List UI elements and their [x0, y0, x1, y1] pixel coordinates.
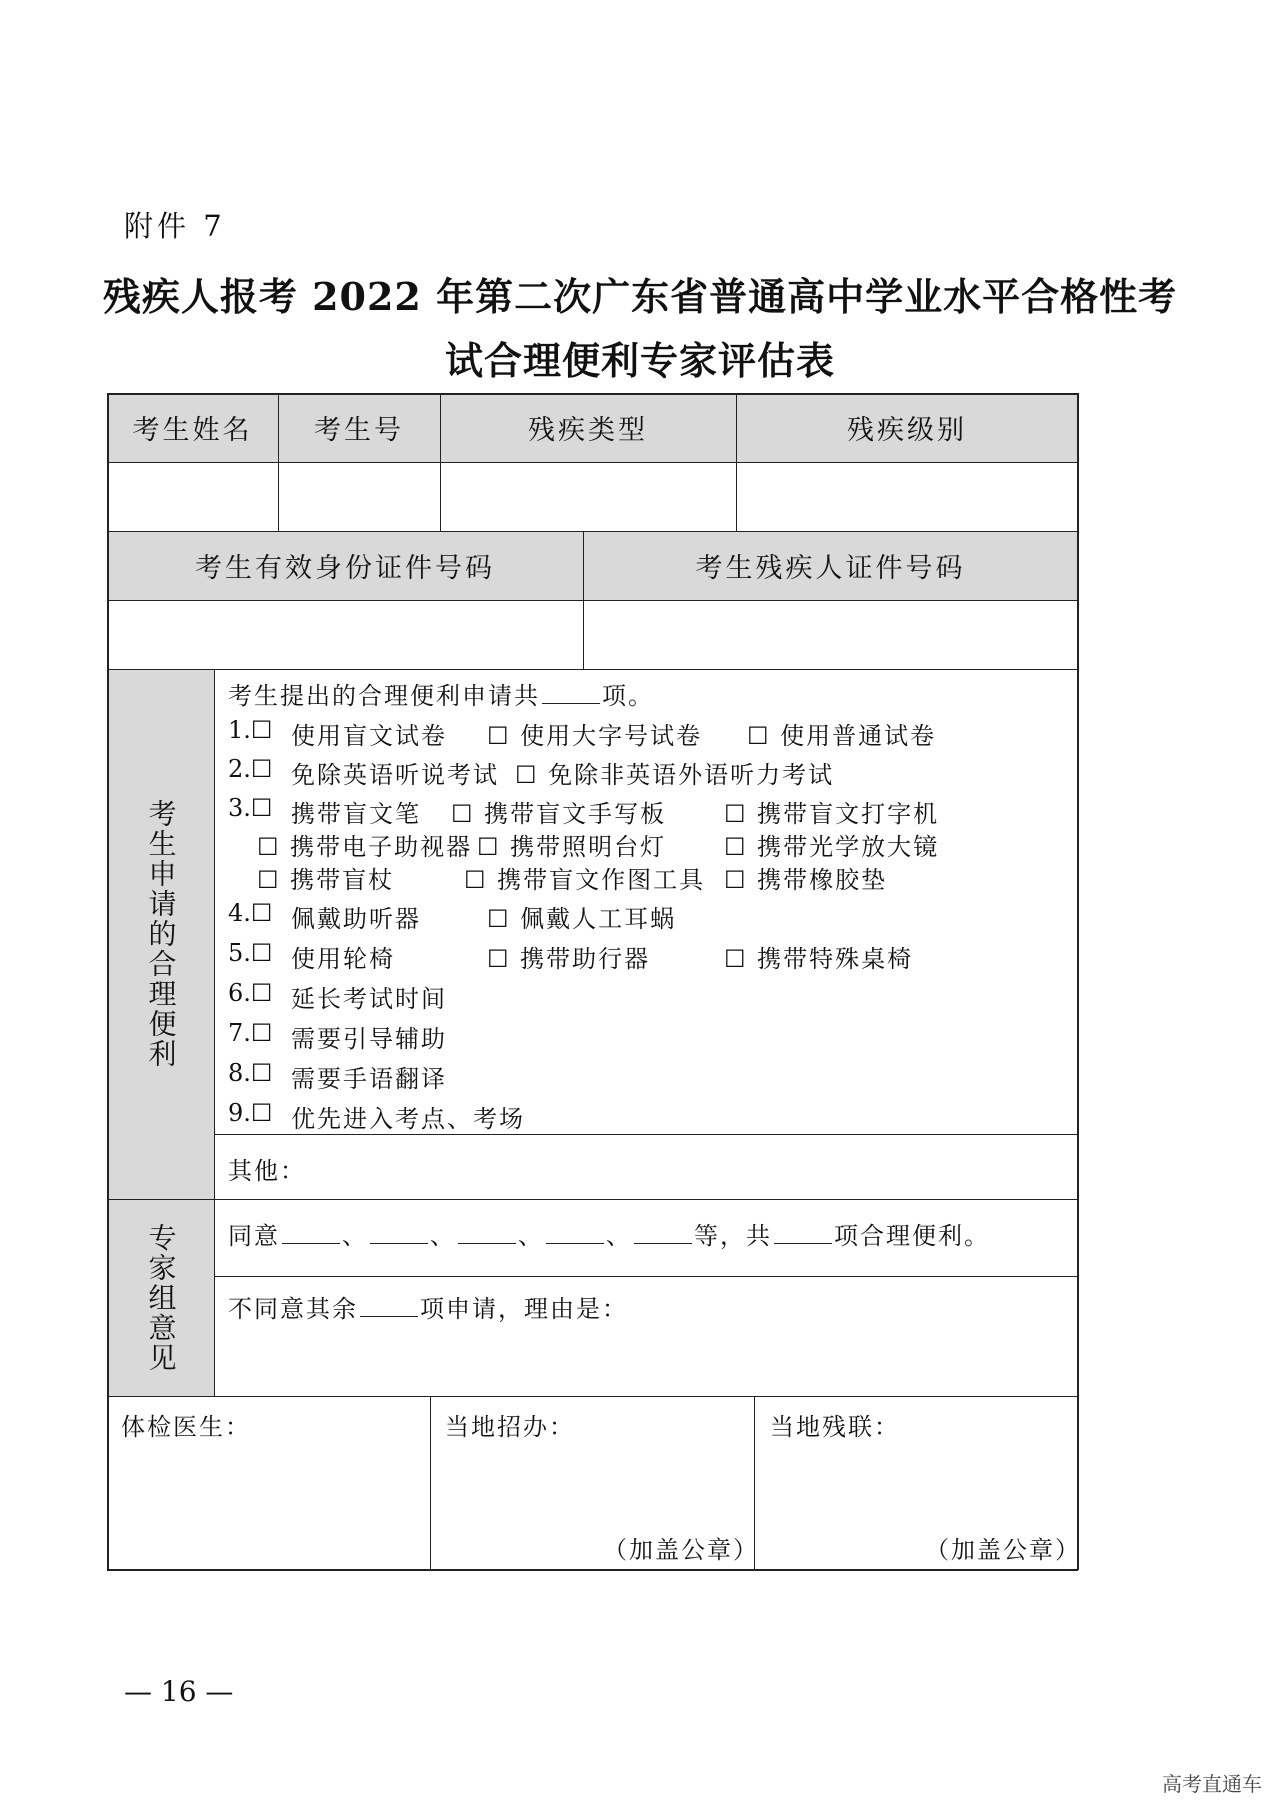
header-disability-type: 残疾类型 [528, 415, 648, 446]
option-row-1: 1.☐ [228, 716, 275, 744]
header-id-number: 考生有效身份证件号码 [195, 553, 495, 584]
checkbox-icon[interactable]: ☐ [515, 761, 539, 789]
option-electronic-magnifier: ☐ 携带电子助视器 [257, 833, 473, 861]
option-special-desk: ☐ 携带特殊桌椅 [724, 945, 914, 973]
candidate-name-field[interactable] [107, 462, 278, 531]
option-wheelchair: 使用轮椅 [291, 945, 395, 973]
checkbox-icon[interactable]: ☐ [724, 866, 748, 894]
application-section-label: 考生申请的合理便利 [144, 799, 178, 1069]
header-candidate-name: 考生姓名 [132, 415, 253, 446]
agree-count-blank[interactable] [774, 1225, 832, 1244]
option-row-8: 8.☐ [228, 1059, 275, 1087]
option-row-5: 5.☐ [228, 939, 275, 967]
option-exempt-other-listening: ☐ 免除非英语外语听力考试 [515, 761, 835, 789]
option-row-2: 2.☐ [228, 755, 275, 783]
expert-section-label: 专家组意见 [144, 1222, 178, 1373]
checkbox-icon[interactable]: ☐ [747, 722, 771, 750]
option-normal-paper: ☐ 使用普通试卷 [747, 722, 937, 750]
header-disability-level: 残疾级别 [847, 415, 967, 446]
checkbox-icon[interactable]: ☐ [487, 945, 511, 973]
option-cochlear-implant: ☐ 佩戴人工耳蜗 [487, 905, 677, 933]
option-row-6: 6.☐ [228, 979, 275, 1007]
local-federation-signature-label: 当地残联： [770, 1413, 900, 1441]
evaluation-form-table [107, 393, 1081, 1570]
agree-item-blank[interactable] [546, 1225, 604, 1244]
checkbox-icon[interactable]: ☐ [250, 1019, 275, 1047]
doctor-signature-label: 体检医生： [121, 1413, 251, 1441]
checkbox-icon[interactable]: ☐ [464, 866, 488, 894]
office-seal-note: （加盖公章） [603, 1536, 759, 1564]
agree-item-blank[interactable] [634, 1225, 692, 1244]
federation-seal-note: （加盖公章） [925, 1536, 1081, 1564]
agree-item-blank[interactable] [370, 1225, 428, 1244]
checkbox-icon[interactable]: ☐ [487, 905, 511, 933]
checkbox-icon[interactable]: ☐ [250, 755, 275, 783]
checkbox-icon[interactable]: ☐ [451, 800, 475, 828]
checkbox-icon[interactable]: ☐ [250, 1099, 275, 1127]
option-row-4: 4.☐ [228, 899, 275, 927]
disability-level-field[interactable] [736, 462, 1078, 531]
agree-item-blank[interactable] [282, 1225, 340, 1244]
checkbox-icon[interactable]: ☐ [250, 939, 275, 967]
expert-agree-line: 同意 、 、 、 、 等，共 项合理便利。 [228, 1222, 990, 1250]
option-row-3: 3.☐ [228, 794, 275, 822]
option-walker: ☐ 携带助行器 [487, 945, 651, 973]
option-large-print: ☐ 使用大字号试卷 [487, 722, 703, 750]
checkbox-icon[interactable]: ☐ [724, 800, 748, 828]
agree-item-blank[interactable] [458, 1225, 516, 1244]
option-priority-entry: 优先进入考点、考场 [291, 1105, 525, 1133]
checkbox-icon[interactable]: ☐ [257, 866, 281, 894]
attachment-label: 附件 7 [124, 209, 226, 243]
exam-number-field[interactable] [278, 462, 440, 531]
checkbox-icon[interactable]: ☐ [250, 1059, 275, 1087]
checkbox-icon[interactable]: ☐ [724, 945, 748, 973]
option-guide-assistance: 需要引导辅助 [291, 1025, 447, 1053]
option-sign-language: 需要手语翻译 [291, 1065, 447, 1093]
option-desk-lamp: ☐ 携带照明台灯 [477, 833, 667, 861]
expert-disagree-line: 不同意其余 项申请，理由是： [228, 1295, 628, 1323]
option-braille-slate: ☐ 携带盲文手写板 [451, 800, 667, 828]
checkbox-icon[interactable]: ☐ [257, 833, 281, 861]
option-extended-time: 延长考试时间 [291, 985, 447, 1013]
checkbox-icon[interactable]: ☐ [250, 979, 275, 1007]
checkbox-icon[interactable]: ☐ [250, 899, 275, 927]
option-row-7: 7.☐ [228, 1019, 275, 1047]
option-braille-paper: 使用盲文试卷 [291, 722, 447, 750]
header-disability-certificate: 考生残疾人证件号码 [695, 553, 966, 584]
option-braille-typewriter: ☐ 携带盲文打字机 [724, 800, 940, 828]
disability-type-field[interactable] [440, 462, 736, 531]
option-white-cane: ☐ 携带盲杖 [257, 866, 395, 894]
local-office-signature-label: 当地招办： [445, 1413, 575, 1441]
option-exempt-english-oral: 免除英语听说考试 [291, 761, 499, 789]
option-rubber-mat: ☐ 携带橡胶垫 [724, 866, 888, 894]
page-number: — 16 — [124, 1675, 234, 1708]
header-exam-number: 考生号 [314, 415, 404, 446]
checkbox-icon[interactable]: ☐ [250, 794, 275, 822]
checkbox-icon[interactable]: ☐ [724, 833, 748, 861]
option-optical-magnifier: ☐ 携带光学放大镜 [724, 833, 940, 861]
checkbox-icon[interactable]: ☐ [487, 722, 511, 750]
form-title-line2: 试合理便利专家评估表 [444, 338, 835, 383]
option-braille-drawing-tools: ☐ 携带盲文作图工具 [464, 866, 706, 894]
disability-certificate-field[interactable] [583, 600, 1078, 669]
form-title-line1: 残疾人报考 2022 年第二次广东省普通高中学业水平合格性考 [102, 274, 1178, 319]
option-hearing-aid: 佩戴助听器 [291, 905, 421, 933]
option-braille-pen: 携带盲文笔 [291, 800, 421, 828]
disagree-count-blank[interactable] [360, 1298, 418, 1317]
id-number-field[interactable] [107, 600, 583, 669]
application-count-line: 考生提出的合理便利申请共 项。 [228, 682, 654, 710]
checkbox-icon[interactable]: ☐ [250, 716, 275, 744]
other-field-label: 其他： [228, 1157, 306, 1185]
application-count-blank[interactable] [542, 685, 600, 704]
watermark: 高考直通车 [1162, 1772, 1262, 1796]
option-row-9: 9.☐ [228, 1099, 275, 1127]
checkbox-icon[interactable]: ☐ [477, 833, 501, 861]
